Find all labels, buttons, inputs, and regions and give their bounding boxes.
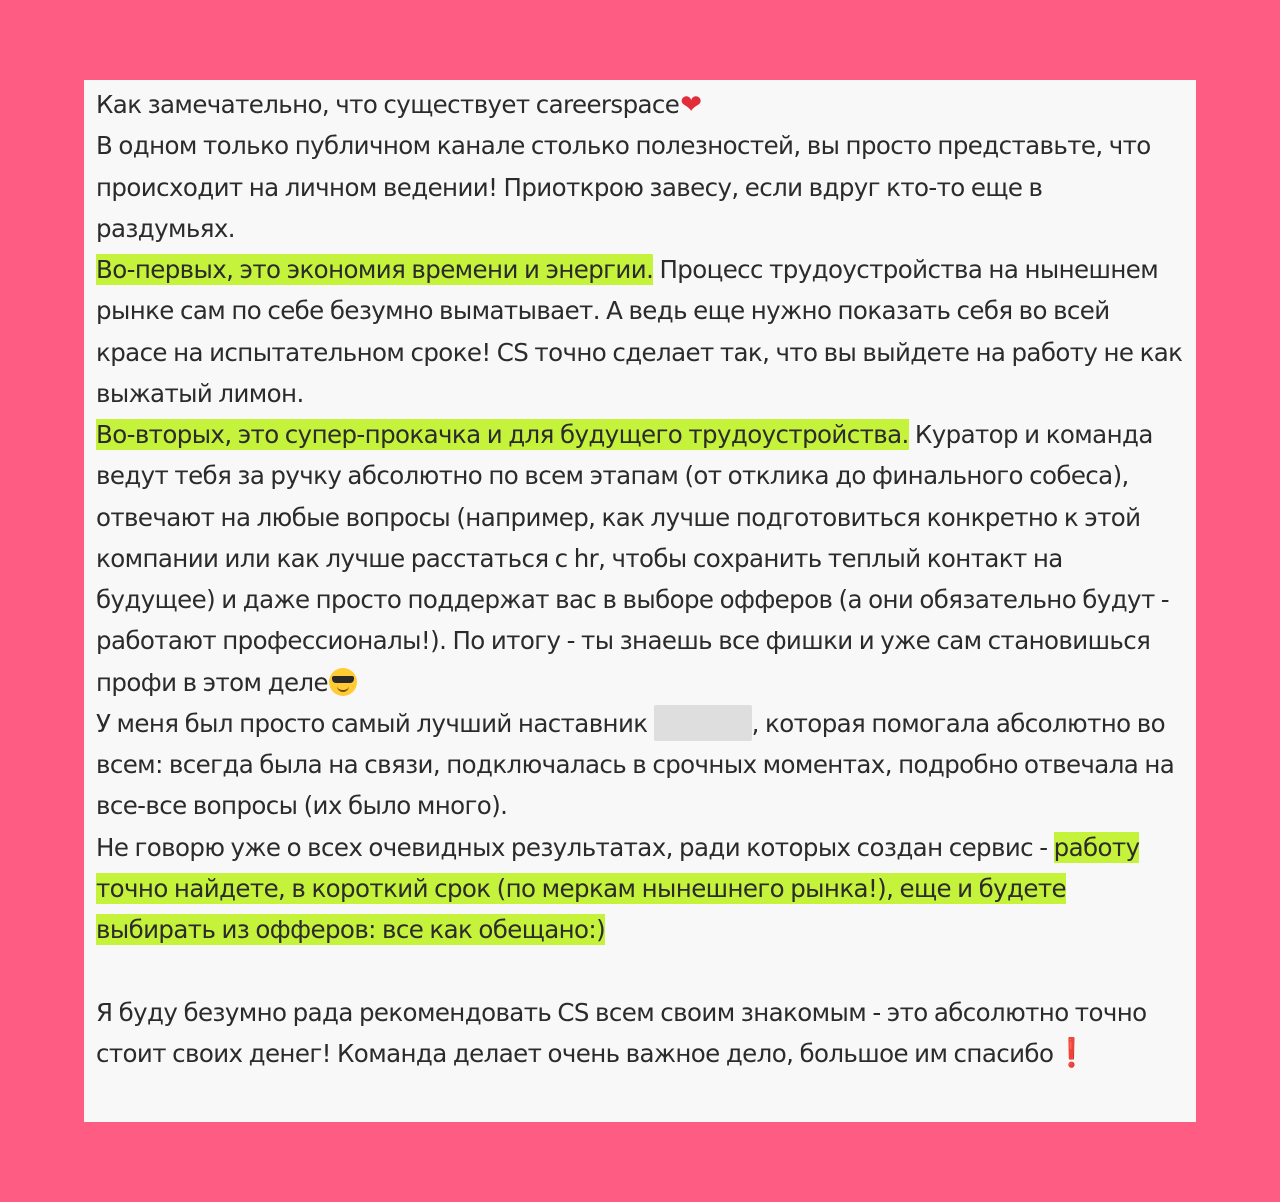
mentor-text-before: У меня был просто самый лучший наставник — [96, 708, 654, 738]
redacted-name — [654, 705, 752, 741]
intro-text: Как замечательно, что существует careerspace — [96, 90, 680, 119]
red-exclamation-emoji-icon: ❗ — [1054, 1035, 1089, 1069]
first-text: Процесс трудоустройства на нынешнем рынке сам по себе безумно выматывает. А ведь еще нужно показать себя во всей красе на испытательном сроке! CS точно сделает так, что вы выйдете на работу не как выжатый лимон. — [96, 255, 1183, 408]
review-paragraph-mentor — [96, 703, 1186, 827]
review-paragraph-second — [96, 414, 1186, 703]
highlight-first: Во-первых, это экономия времени и энергии. — [96, 255, 654, 284]
highlight-second: Во-вторых, это супер-прокачка и для будущего трудоустройства. — [96, 420, 909, 449]
review-paragraph-intro — [96, 84, 1186, 125]
cool-sunglasses-emoji-icon — [329, 668, 357, 696]
recommend-text: Я буду безумно рада рекомендовать CS всем своим знакомым - это абсолютно точно стоит своих денег! Команда делает очень важное дело, большое им спасибо — [96, 997, 1147, 1068]
heart-emoji-icon: ❤ — [680, 90, 702, 120]
review-paragraph-channel: В одном только публичном канале столько полезностей, вы просто представьте, что происходит на личном ведении! Приоткрою завесу, если вдруг кто-то еще в раздумьях. — [96, 131, 1151, 243]
mentor-text-after: , которая помогала абсолютно во всем: всегда была на связи, подключалась в срочных моментах, подробно отвечала на все-все вопросы (их было много). — [96, 708, 1175, 821]
review-paragraph-first — [96, 249, 1186, 414]
review-text — [96, 84, 1186, 1074]
second-text: Куратор и команда ведут тебя за ручку абсолютно по всем этапам (от отклика до финального собеса), отвечают на любые вопросы (например, как лучше подготовиться конкретно к этой компании или как лучше расстаться с hr, чтобы сохранить теплый контакт на будущее) и даже просто поддержат вас в выборе офферов (а они обязательно будут - работают профессионалы!). По итогу - ты знаешь все фишки и уже сам становишься профи в этом деле — [96, 420, 1170, 697]
results-text: Не говорю уже о всех очевидных результатах, ради которых создан сервис - — [96, 832, 1054, 862]
review-card — [84, 80, 1196, 1122]
review-paragraph-recommend — [96, 992, 1186, 1075]
highlight-results: работу точно найдете, в короткий срок (по меркам нынешнего рынка!), еще и будете выбирать из офферов: все как обещано:) — [96, 832, 1140, 944]
review-paragraph-results — [96, 827, 1186, 951]
paragraph-spacer — [96, 950, 1186, 991]
